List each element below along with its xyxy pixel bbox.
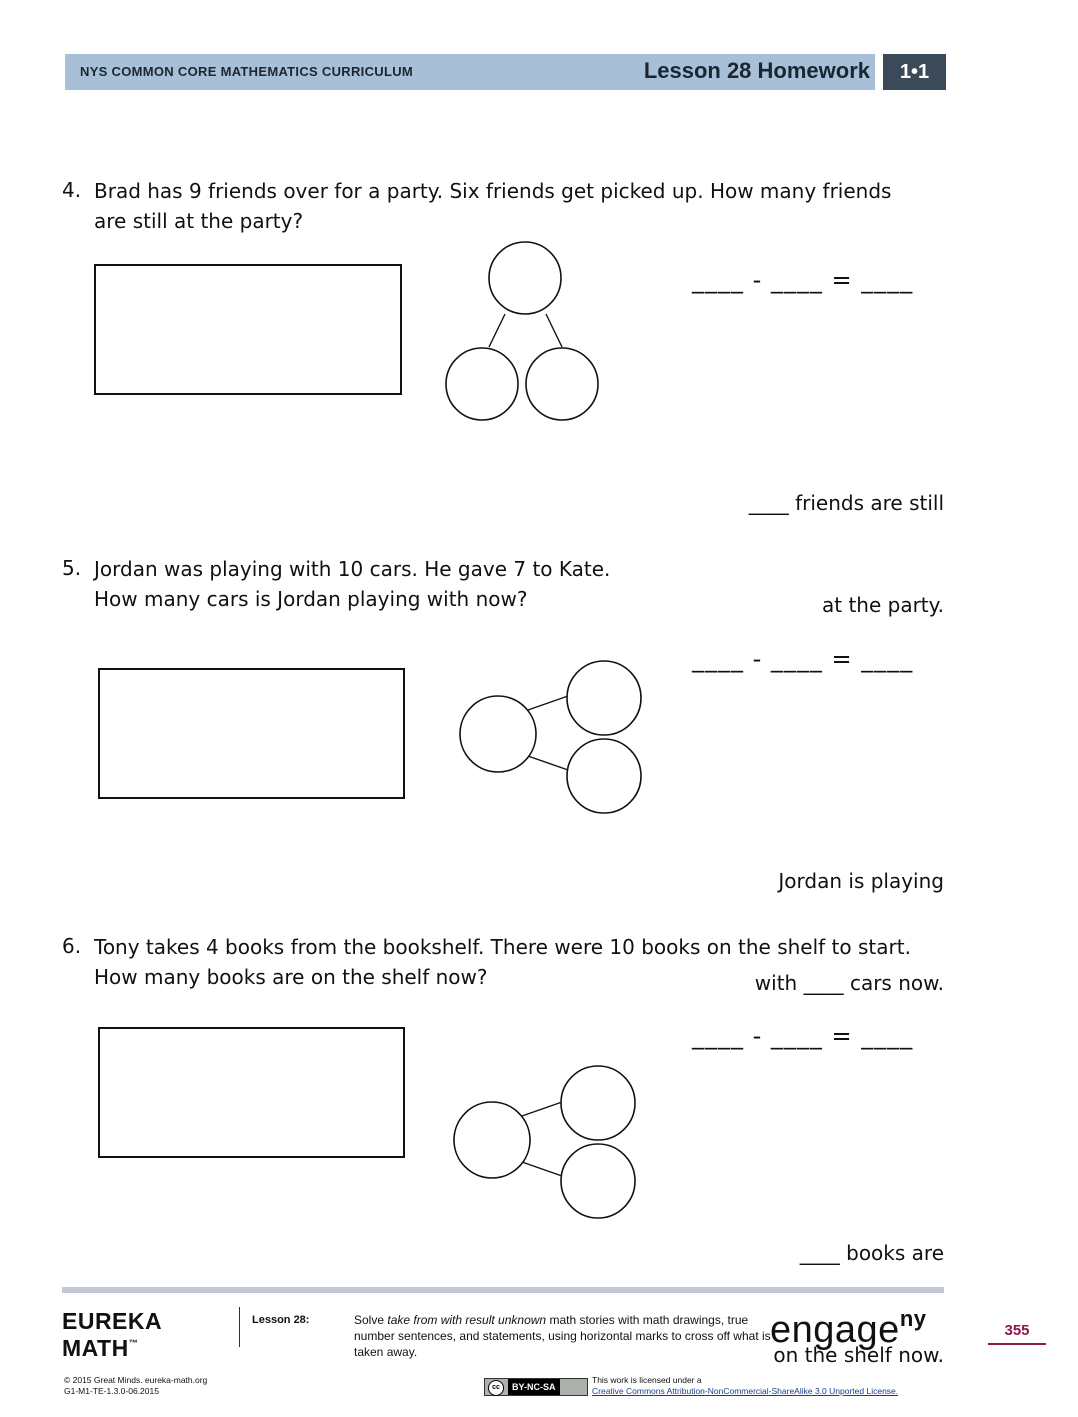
copyright-line: © 2015 Great Minds. eureka-math.org (64, 1375, 208, 1385)
problem-6-drawing-box[interactable] (98, 1027, 405, 1158)
problem-5-line-1: Jordan was playing with 10 cars. He gave 7 to Kate. (94, 557, 611, 581)
problem-5-statement (640, 796, 944, 1034)
problem-5-number-bond (456, 658, 646, 816)
problem-6-statement-line-2: on the shelf now. (773, 1343, 944, 1367)
bond-connector (522, 1162, 562, 1176)
problem-4-line-1: Brad has 9 friends over for a party. Six friends get picked up. How many friends (94, 179, 892, 203)
bond-connector (522, 1102, 562, 1116)
bond-whole-circle[interactable] (489, 242, 561, 314)
page-number: 355 (1004, 1322, 1030, 1339)
description-pre: Solve (354, 1313, 388, 1327)
problem-5-number: 5. (62, 556, 82, 580)
bond-whole-circle[interactable] (460, 696, 536, 772)
problem-6-line-2: How many books are on the shelf now? (94, 965, 488, 989)
problem-6-equation[interactable]: ____ - ____ = ____ (692, 1022, 914, 1050)
page-number-rule (988, 1343, 1046, 1345)
bond-connector (528, 696, 568, 710)
bond-part-circle[interactable] (526, 348, 598, 420)
license-link[interactable]: Creative Commons Attribution-NonCommercial-ShareAlike 3.0 Unported License. (592, 1386, 899, 1396)
bond-connector (528, 756, 568, 770)
bond-whole-circle[interactable] (454, 1102, 530, 1178)
problem-5-text (94, 554, 610, 614)
problem-4-number: 4. (62, 178, 82, 202)
bond-part-circle[interactable] (561, 1144, 635, 1218)
problem-6-number-bond (450, 1064, 640, 1222)
cc-icon: cc (488, 1380, 504, 1396)
problem-5-statement-line-1: Jordan is playing (778, 869, 944, 893)
footer-lesson-label: Lesson 28: (252, 1314, 310, 1326)
engageny-logo (770, 1306, 927, 1352)
problem-4-number-bond (440, 236, 605, 428)
copyright-block (64, 1375, 207, 1397)
problem-6-line-1: Tony takes 4 books from the bookshelf. There were 10 books on the shelf to start. (94, 935, 911, 959)
problem-4-line-2: are still at the party? (94, 209, 304, 233)
description-italic: take from with result unknown (387, 1313, 547, 1327)
footer-rule (62, 1287, 944, 1293)
engage-sup: ny (899, 1306, 927, 1331)
eureka-math-logo (62, 1310, 162, 1359)
problem-5-line-2: How many cars is Jordan playing with now? (94, 587, 528, 611)
eureka-logo-line-2 (62, 1332, 162, 1359)
trademark-mark: ™ (128, 1338, 139, 1348)
problem-4-equation[interactable]: ____ - ____ = ____ (692, 266, 914, 294)
problem-4-text (94, 176, 891, 236)
bond-connector (489, 314, 505, 347)
footer-separator (239, 1307, 240, 1347)
bond-part-circle[interactable] (567, 661, 641, 735)
problem-5-statement-line-2: with ____ cars now. (754, 971, 944, 995)
license-intro: This work is licensed under a (592, 1375, 702, 1385)
eureka-logo-line-1: EUREKA (62, 1308, 163, 1334)
bond-part-circle[interactable] (446, 348, 518, 420)
problem-6-statement-line-1: ____ books are (799, 1241, 944, 1265)
bond-part-circle[interactable] (561, 1066, 635, 1140)
problem-4-statement (640, 418, 944, 656)
problem-4-statement-line-1: ____ friends are still (748, 491, 944, 515)
engage-word: engage (770, 1309, 900, 1351)
problem-5-equation[interactable]: ____ - ____ = ____ (692, 645, 914, 673)
curriculum-title: NYS COMMON CORE MATHEMATICS CURRICULUM (80, 64, 414, 79)
license-block (592, 1375, 898, 1397)
problem-5-drawing-box[interactable] (98, 668, 405, 799)
problem-4-statement-line-2: at the party. (822, 593, 944, 617)
eureka-logo-math: MATH (62, 1335, 129, 1361)
cc-license-badge[interactable] (484, 1378, 588, 1396)
problem-4-drawing-box[interactable] (94, 264, 402, 395)
bond-part-circle[interactable] (567, 739, 641, 813)
document-code: G1-M1-TE-1.3.0-06.2015 (64, 1386, 159, 1396)
problem-6-number: 6. (62, 934, 82, 958)
bond-connector (546, 314, 562, 347)
footer-lesson-description (354, 1312, 774, 1360)
problem-6-text (94, 932, 911, 992)
description-post: math stories with math drawings, true number sentences, and statements, using horizontal marks to cross off what is taken away. (354, 1313, 771, 1359)
lesson-badge: 1•1 (883, 54, 946, 90)
cc-badge-label: BY-NC-SA (508, 1379, 560, 1395)
lesson-title: Lesson 28 Homework (643, 58, 870, 83)
